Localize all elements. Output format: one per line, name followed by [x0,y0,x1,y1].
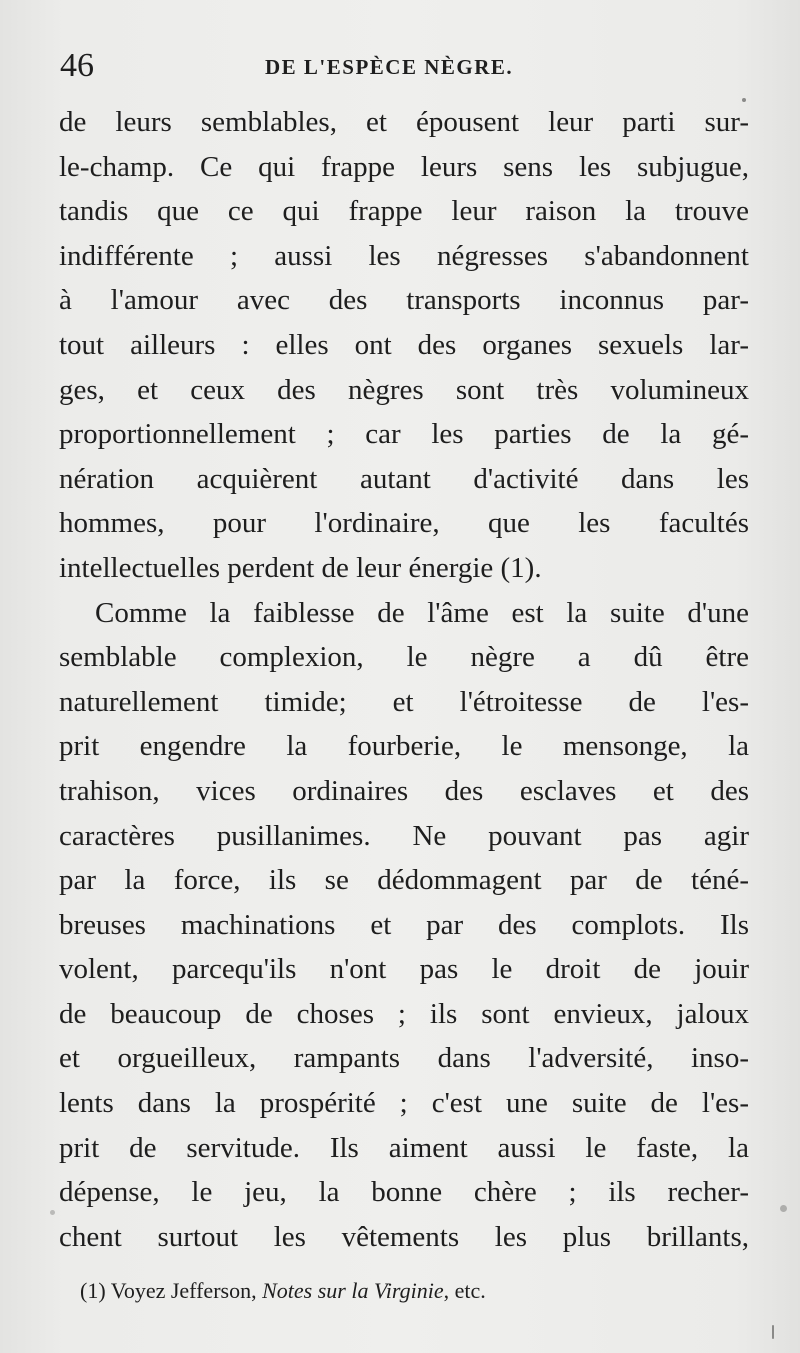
running-head: DE L'ESPÈCE NÈGRE. [265,55,514,79]
text-line: breuses machinations et par des complots. Ils [59,908,749,941]
text-line: lents dans la prospérité ; c'est une suite de l'es- [59,1087,749,1120]
paragraph-1 [59,100,749,591]
text-line: trahison, vices ordinaires des esclaves et des [59,774,749,807]
text-line: intellectuelles perdent de leur énergie (1). [59,551,542,584]
text-line: semblable complexion, le nègre a dû être [59,641,749,674]
text-line: chent surtout les vêtements les plus brillants, [59,1220,749,1253]
paper-speck [780,1205,787,1212]
text-line: indifférente ; aussi les négresses s'abandonnent [59,239,749,272]
footnote-marker: (1) [80,1278,106,1303]
footnote-suffix: , etc. [443,1278,486,1303]
paper-speck [50,1210,55,1215]
text-line: Comme la faiblesse de l'âme est la suite d'une [95,596,749,629]
page-header [60,46,750,86]
text-line: par la force, ils se dédommagent par de téné- [59,864,749,897]
text-line: nération acquièrent autant d'activité dans les [59,462,749,495]
text-line: de leurs semblables, et épousent leur parti sur- [59,106,749,138]
text-line: tout ailleurs : elles ont des organes sexuels lar- [59,328,749,361]
text-line: le-champ. Ce qui frappe leurs sens les subjugue, [59,150,749,183]
text-line: de beaucoup de choses ; ils sont envieux, jaloux [59,997,749,1030]
text-line: prit engendre la fourberie, le mensonge, la [59,730,749,763]
text-line: proportionnellement ; car les parties de la gé- [59,418,749,451]
text-line: caractères pusillanimes. Ne pouvant pas agir [59,819,749,852]
text-line: hommes, pour l'ordinaire, que les facultés [59,507,749,540]
footnote-text: Voyez Jefferson, [110,1278,257,1303]
text-line: et orgueilleux, rampants dans l'adversité, inso- [59,1042,749,1075]
text-line: naturellement timide; et l'étroitesse de l'es- [59,685,749,718]
text-line: tandis que ce qui frappe leur raison la trouve [59,195,749,228]
text-line: prit de servitude. Ils aiment aussi le faste, la [59,1131,749,1164]
text-line: à l'amour avec des transports inconnus par- [59,284,749,317]
paper-speck [772,1325,774,1339]
paragraph-2 [59,591,749,1260]
paper-speck [742,98,746,102]
footnote [80,1275,740,1307]
text-line: volent, parcequ'ils n'ont pas le droit de jouir [59,953,749,986]
text-line: ges, et ceux des nègres sont très volumineux [59,373,749,406]
body-text [59,100,749,1259]
text-line: dépense, le jeu, la bonne chère ; ils recher- [59,1176,749,1209]
page-number: 46 [60,47,94,84]
footnote-book-title: Notes sur la Virginie [262,1278,444,1303]
